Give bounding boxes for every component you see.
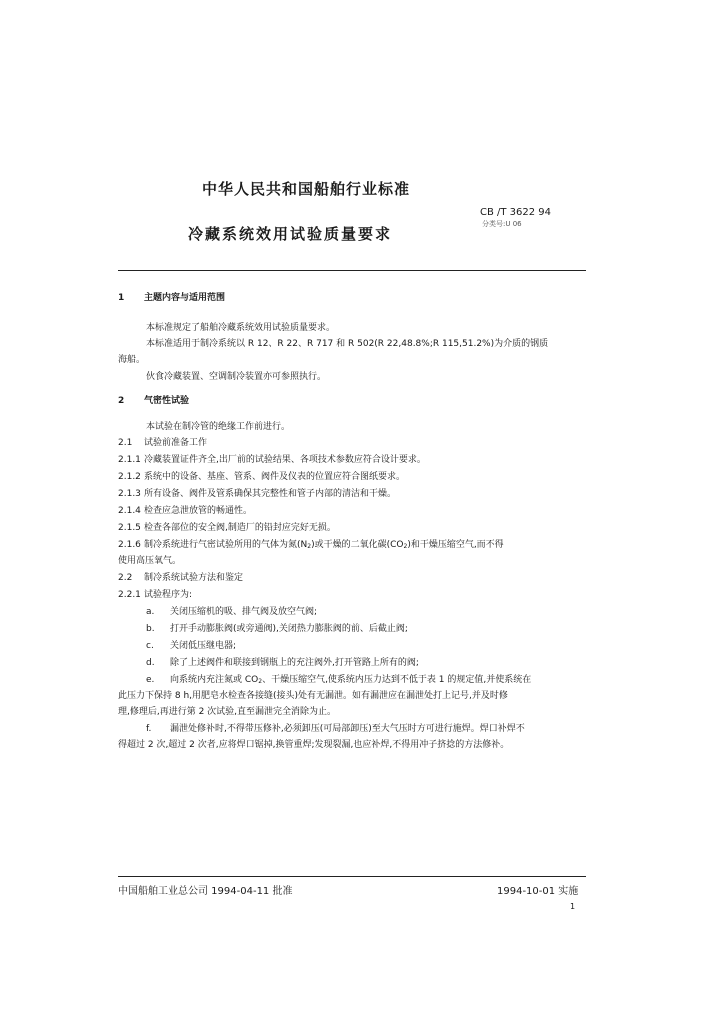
classification-code: 分类号:U 06 (482, 220, 522, 228)
header-divider (118, 270, 586, 271)
section-1-heading: 1 主题内容与适用范围 (118, 293, 226, 303)
approval-line: 中国船舶工业总公司 1994-04-11 批准 (118, 886, 293, 897)
list-item-e-cont-2: 理,修理后,再进行第 2 次试验,直至漏泄完全消除为止。 (118, 707, 337, 717)
clause-2-1-5: 2.1.5 检查各部位的安全阀,制造厂的铅封应完好无损。 (118, 523, 336, 533)
clause-2-2: 2.2 制冷系统试验方法和鉴定 (118, 573, 244, 583)
list-item-f-cont: 得超过 2 次,超过 2 次者,应将焊口锯掉,换管重焊;发现裂漏,也应补焊,不得用冲子挤捻的方法修补。 (118, 740, 510, 750)
section-1-para-2-cont: 海船。 (118, 355, 146, 365)
document-title: 冷藏系统效用试验质量要求 (188, 225, 393, 243)
section-1-para-2: 本标准适用于制冷系统以 R 12、R 22、R 717 和 R 502(R 22,48.8%;R 115,51.2%)为介质的钢质 (146, 339, 549, 349)
clause-2-1-3: 2.1.3 所有设备、阀件及管系确保其完整性和管子内部的清洁和干燥。 (118, 489, 397, 499)
clause-2-1-2: 2.1.2 系统中的设备、基座、管系、阀件及仪表的位置应符合图纸要求。 (118, 472, 406, 482)
list-item-e-cont-1: 此压力下保持 8 h,用肥皂水检查各接缝(接头)处有无漏泄。如有漏泄应在漏泄处打上记号,并及时修 (118, 691, 508, 701)
list-item-b: b. 打开手动膨胀阀(或旁通阀),关闭热力膨胀阀的前、后截止阀; (146, 624, 408, 634)
section-2-heading: 2 气密性试验 (118, 396, 190, 406)
list-item-e: e. 向系统内充注氮或 CO2、干燥压缩空气,使系统内压力达到不低于表 1 的规定值,并使系统在 (146, 675, 532, 685)
section-1-para-1: 本标准规定了船舶冷藏系统效用试验质量要求。 (146, 323, 336, 333)
clause-2-2-1: 2.2.1 试验程序为: (118, 590, 193, 600)
list-item-a: a. 关闭压缩机的吸、排气阀及放空气阀; (146, 607, 318, 617)
clause-2-1-6-cont: 使用高压氧气。 (118, 556, 182, 566)
standard-code: CB /T 3622 94 (480, 207, 552, 218)
section-1-para-3: 伙食冷藏装置、空调制冷装置亦可参照执行。 (146, 372, 327, 382)
list-item-c: c. 关闭低压继电器; (146, 641, 237, 651)
standard-org-title: 中华人民共和国船舶行业标准 (202, 180, 411, 198)
clause-2-1-6: 2.1.6 制冷系统进行气密试验所用的气体为氮(N2)或干燥的二氧化碳(CO2)和干燥压缩空气,而不得 (118, 540, 504, 550)
footer-divider (118, 876, 586, 877)
section-2-intro: 本试验在制冷管的绝缘工作前进行。 (146, 422, 291, 432)
implementation-date: 1994-10-01 实施 (497, 886, 579, 897)
clause-2-1-1: 2.1.1 冷藏装置证件齐全,出厂前的试验结果、各项技术参数应符合设计要求。 (118, 455, 426, 465)
page-number: 1 (570, 902, 576, 911)
list-item-f: f. 漏泄处修补时,不得带压修补,必须卸压(可局部卸压)至大气压时方可进行施焊。焊口补焊不 (146, 724, 525, 734)
clause-2-1: 2.1 试验前准备工作 (118, 438, 208, 448)
list-item-d: d. 除了上述阀件和联接到钢瓶上的充注阀外,打开管路上所有的阀; (146, 658, 419, 668)
clause-2-1-4: 2.1.4 检查应急泄放管的畅通性。 (118, 506, 253, 516)
